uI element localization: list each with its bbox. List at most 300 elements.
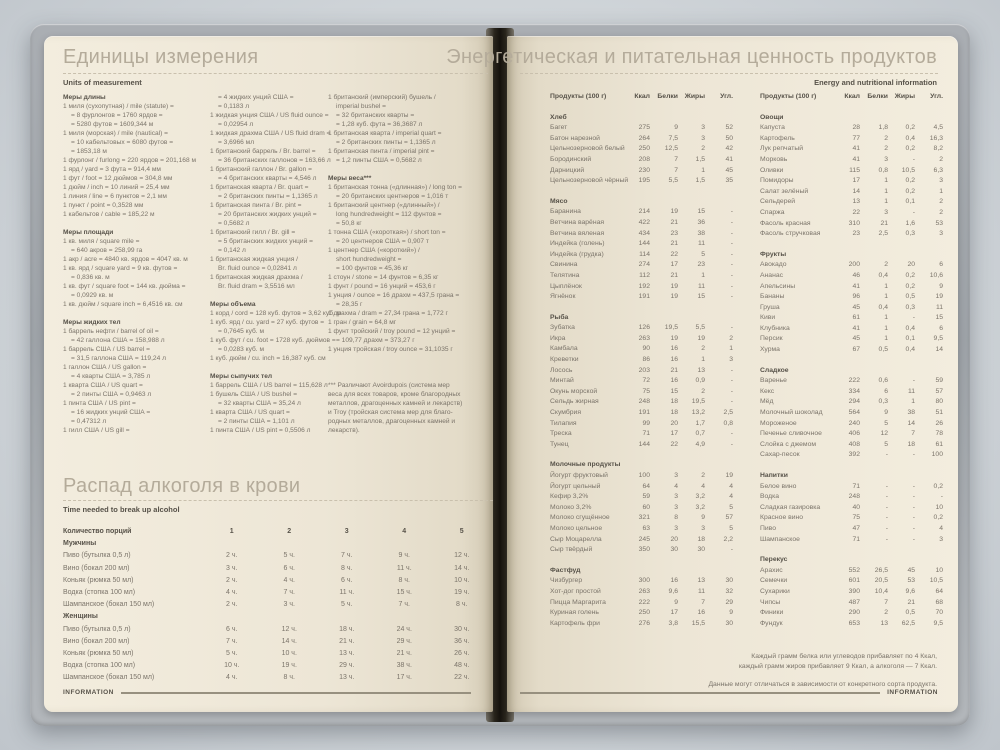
food-row (550, 344, 736, 355)
food-value: 222 (848, 377, 860, 385)
food-value: - (912, 314, 915, 322)
food-label: Оливки (760, 166, 784, 174)
food-value: - (730, 229, 733, 237)
food-value: 77 (852, 134, 860, 142)
unit-conversion-line: 1 куб. фут / cu. foot = 1728 куб. дюймов = (210, 337, 336, 344)
food-value: 2 (729, 334, 733, 342)
food-row (760, 123, 946, 134)
food-value: 60 (642, 503, 650, 511)
food-value: 45 (852, 335, 860, 343)
alcohol-row (63, 660, 493, 672)
unit-conversion-line: 1 ярд / yard = 3 фута = 914,4 мм (63, 166, 161, 173)
food-label: Бородинский (550, 155, 592, 163)
alcohol-drink-label: Шампанское (бокал 150 мл) (63, 674, 155, 682)
food-value: 36 (697, 218, 705, 226)
food-label: Клубника (760, 324, 790, 332)
alcohol-hours-value: 4 ч. (226, 589, 238, 597)
food-value: 200 (848, 261, 860, 269)
food-value: 71 (852, 535, 860, 543)
food-value: 203 (638, 366, 650, 374)
alcohol-table-body (63, 538, 493, 684)
alcohol-header-row (63, 526, 493, 538)
food-value: 9 (729, 609, 733, 617)
food-value: 3,2 (695, 503, 705, 511)
food-value: 1,5 (695, 177, 705, 185)
food-value: 41 (852, 155, 860, 163)
food-row (760, 440, 946, 451)
units-column-1 (63, 93, 215, 435)
unit-conversion-line: 1 кв. ярд / square yard = 9 кв. футов = (63, 265, 178, 272)
unit-conversion-line: Br. fluid ounce = 0,02841 л (218, 265, 297, 272)
food-value: 50 (725, 134, 733, 142)
food-row (760, 482, 946, 493)
food-value: 90 (642, 345, 650, 353)
food-value: 13,2 (691, 409, 705, 417)
food-value: 30 (697, 546, 705, 554)
food-value: - (912, 535, 915, 543)
units-subtitle: Units of measurement (63, 78, 142, 87)
food-value: 3 (674, 472, 678, 479)
food-value: 59 (642, 493, 650, 501)
food-value: 2 (701, 387, 705, 395)
food-label: Салат зелёный (760, 187, 809, 195)
food-value: 3 (701, 124, 705, 132)
alcohol-title: Распад алкоголя в крови (63, 475, 301, 497)
food-value: - (912, 208, 915, 216)
food-value: 0,5 (905, 293, 915, 301)
food-value: 1 (884, 293, 888, 301)
food-value: 0,2 (905, 177, 915, 185)
food-value: 41 (852, 282, 860, 290)
food-label: Спаржа (760, 208, 785, 216)
food-value: 21 (670, 240, 678, 248)
unit-conversion-line: = 3,6966 мл (218, 139, 255, 146)
alcohol-row (63, 599, 493, 611)
unit-conversion-line: 1 дюйм / inch = 10 линий = 25,4 мм (63, 184, 170, 191)
food-value: 10 (935, 503, 943, 511)
unit-conversion-line: = 4 жидких унций США = (218, 94, 294, 101)
food-value: 2 (701, 472, 705, 479)
alcohol-hours-value: 11 ч. (396, 564, 412, 572)
food-value: 19 (670, 208, 678, 216)
food-row (550, 134, 736, 145)
alcohol-hours-value: 13 ч. (339, 674, 355, 682)
food-value: 245 (638, 535, 650, 543)
units-section-heading: Меры жидких тел (63, 319, 121, 326)
food-row (760, 292, 946, 303)
food-value: 1 (911, 398, 915, 406)
food-value: 7 (674, 166, 678, 174)
food-row (760, 155, 946, 166)
unit-conversion-line: 1 фут / foot = 12 дюймов = 304,8 мм (63, 175, 173, 182)
food-row (550, 535, 736, 546)
food-value: 2 (884, 145, 888, 153)
food-label: Сухарики (760, 587, 790, 595)
food-value: 0,4 (905, 346, 915, 354)
alcohol-hours-value: 2 ч. (226, 601, 238, 609)
unit-conversion-line: Br. fluid dram = 3,5516 мл (218, 283, 295, 290)
food-row (760, 260, 946, 271)
food-value: - (730, 398, 733, 406)
unit-conversion-line: 1 британский галлон / Br. gallon = (210, 166, 312, 173)
food-col-header: Белки (657, 93, 678, 100)
food-section-name: Перекус (760, 556, 788, 564)
food-label: Капуста (760, 124, 785, 132)
food-row (550, 155, 736, 166)
alcohol-hours-value: 8 ч. (341, 564, 353, 572)
food-value: 19 (935, 293, 943, 301)
unit-conversion-line: 1 драхма / dram = 27,34 грана = 1,772 г (328, 310, 448, 317)
food-label: Семечки (760, 577, 788, 585)
food-value: 1 (939, 187, 943, 195)
food-value: 17 (670, 609, 678, 617)
food-label: Картофель (760, 134, 795, 142)
food-value: - (912, 524, 915, 532)
food-label: Кекс (760, 387, 775, 395)
food-value: - (885, 503, 888, 511)
food-value: 0,6 (878, 377, 888, 385)
food-value: - (912, 377, 915, 385)
alcohol-hours-value: 14 ч. (454, 564, 470, 572)
food-label: Скумбрия (550, 409, 582, 417)
unit-conversion-line: 1 баррель США / US barrel = 115,628 л (210, 382, 328, 389)
food-section (760, 250, 946, 356)
unit-conversion-line: 1 галлон США / US gallon = (63, 364, 147, 371)
food-label: Водка (760, 493, 780, 501)
food-label: Йогурт цельный (550, 482, 601, 490)
food-value: 9,5 (933, 335, 943, 343)
unit-conversion-line: = 20 центнеров США = 0,907 т (336, 238, 429, 245)
alcohol-drink-label: Коньяк (рюмка 50 мл) (63, 650, 134, 658)
unit-conversion-line: 1 британская жидкая унция / (210, 256, 298, 263)
food-value: 1,8 (878, 124, 888, 132)
food-value: 264 (638, 134, 650, 142)
nutrition-title: Энергетическая и питательная ценность продуктов (446, 46, 937, 68)
food-label: Апельсины (760, 282, 796, 290)
food-value: 35 (725, 177, 733, 185)
food-row (760, 176, 946, 187)
food-value: 263 (638, 587, 650, 595)
food-value: 1 (701, 271, 705, 279)
food-row (760, 134, 946, 145)
unit-conversion-line: 1 пинта США / US pint = (63, 400, 136, 407)
unit-conversion-line: = 28,35 г (336, 301, 363, 308)
food-value: 20 (907, 261, 915, 269)
food-value: 248 (848, 493, 860, 501)
unit-conversion-line: 1 кварта США / US quart = (210, 409, 290, 416)
food-value: 5,5 (668, 177, 678, 185)
food-value: 2,5 (878, 230, 888, 238)
food-value: - (730, 261, 733, 269)
food-value: 45 (725, 166, 733, 174)
food-label: Арахис (760, 566, 783, 574)
food-row (550, 408, 736, 419)
food-value: 300 (638, 577, 650, 585)
food-value: 248 (638, 398, 650, 406)
food-label: Ветчина вяленая (550, 229, 605, 237)
food-label: Чипсы (760, 598, 781, 606)
unit-conversion-line: = 0,836 кв. м (71, 274, 110, 281)
food-row (760, 598, 946, 609)
food-label: Сладкая газировка (760, 503, 821, 511)
food-value: 5 (701, 250, 705, 258)
unit-conversion-line: веса для всех товаров, кроме благородных (328, 391, 461, 398)
food-value: 11 (907, 387, 915, 395)
food-value: 21 (880, 219, 888, 227)
food-value: 19,5 (664, 324, 678, 332)
unit-conversion-line: 1 баррель США / US barrel = (63, 346, 150, 353)
food-value: 3 (939, 177, 943, 185)
unit-conversion-line: = 0,7645 куб. м (218, 328, 264, 335)
food-value: 1 (884, 282, 888, 290)
food-value: 12,5 (664, 145, 678, 153)
food-row (760, 208, 946, 219)
alcohol-hours-value: 7 ч. (341, 552, 353, 560)
food-value: 552 (848, 566, 860, 574)
food-label: Йогурт фруктовый (550, 472, 608, 479)
food-row (760, 166, 946, 177)
note-line: Данные могут отличаться в зависимости от конкретного сорта продукта. (708, 681, 937, 688)
alcohol-portion-count: 1 (229, 528, 234, 535)
food-value: 2 (939, 198, 943, 206)
food-value: 0,2 (933, 482, 943, 490)
food-label: Молоко 3,2% (550, 503, 592, 511)
food-label: Персик (760, 335, 783, 343)
info-footer-line (520, 692, 880, 694)
food-value: 3 (884, 155, 888, 163)
food-value: 3 (701, 524, 705, 532)
unit-conversion-line: 1 фунт / pound = 16 унций = 453,6 г (328, 283, 436, 290)
alcohol-hours-value: 3 ч. (226, 564, 238, 572)
food-label: Батон нарезной (550, 134, 600, 142)
food-row (760, 271, 946, 282)
food-row (550, 292, 736, 303)
food-value: 52 (725, 124, 733, 132)
food-value: 0,7 (695, 430, 705, 438)
food-value: 1 (884, 198, 888, 206)
alcohol-hours-value: 18 ч. (339, 625, 355, 633)
alcohol-hours-value: 30 ч. (454, 625, 470, 633)
unit-conversion-line: = 1,2 пинты США = 0,5682 л (336, 157, 422, 164)
food-value: 38 (697, 229, 705, 237)
food-value: 26,5 (874, 566, 888, 574)
food-value: 1 (884, 324, 888, 332)
unit-conversion-line: 1 корд / cord = 128 куб. футов = 3,62 куб. м (210, 310, 342, 317)
food-value: 7 (674, 155, 678, 163)
alcohol-hours-value: 6 ч. (341, 576, 353, 584)
food-products-header: Продукты (100 г) (550, 93, 607, 100)
food-value: 0,1 (905, 198, 915, 206)
food-value: 0,2 (905, 124, 915, 132)
food-row (550, 587, 736, 598)
food-value: 61 (935, 440, 943, 448)
info-footer-right (520, 689, 938, 696)
food-value: 62,5 (901, 619, 915, 627)
alcohol-hours-value: 3 ч. (283, 601, 295, 609)
food-value: 10,4 (874, 587, 888, 595)
food-value: - (885, 451, 888, 459)
food-value: 7 (884, 598, 888, 606)
unit-conversion-line: = 32 британских кварты = (336, 112, 415, 119)
food-value: 9 (674, 124, 678, 132)
units-title: Единицы измерения (63, 46, 259, 68)
food-value: 390 (848, 587, 860, 595)
food-row (550, 503, 736, 514)
food-value: 72 (642, 377, 650, 385)
food-row (550, 271, 736, 282)
unit-conversion-line: = 2 британских пинты = 1,1365 л (336, 139, 436, 146)
alcohol-hours-value: 8 ч. (283, 674, 295, 682)
food-value: 38 (907, 409, 915, 417)
food-value: 47 (852, 524, 860, 532)
food-label: Лосось (550, 366, 573, 374)
food-row (550, 440, 736, 451)
food-value: 100 (638, 472, 650, 479)
food-value: 0,9 (695, 377, 705, 385)
food-label: Красное вино (760, 514, 804, 522)
food-row (760, 492, 946, 503)
food-value: 71 (642, 430, 650, 438)
food-value: 67 (852, 346, 860, 354)
food-value: 23 (697, 261, 705, 269)
food-value: 70 (935, 609, 943, 617)
unit-conversion-line: = 42 галлона США = 158,988 л (71, 337, 165, 344)
unit-conversion-line: 1 кабельтов / cable = 185,22 м (63, 211, 155, 218)
food-row (550, 239, 736, 250)
food-value: 45 (852, 303, 860, 311)
food-row (550, 176, 736, 187)
units-section-heading: Меры объема (210, 301, 256, 308)
unit-conversion-line: = 0,142 л (218, 247, 246, 254)
alcohol-table (63, 526, 493, 685)
food-label: Финики (760, 609, 784, 617)
food-value: - (912, 493, 915, 501)
food-value: 30 (670, 546, 678, 554)
food-label: Мёд (760, 398, 774, 406)
food-value: 19 (697, 334, 705, 342)
food-section (550, 566, 736, 630)
food-value: 75 (852, 514, 860, 522)
food-value: 15 (697, 208, 705, 216)
alcohol-section (63, 474, 493, 685)
alcohol-row (63, 672, 493, 684)
food-value: - (885, 482, 888, 490)
unit-conversion-line: 1 стоун / stone = 14 фунтов = 6,35 кг (328, 274, 439, 281)
alcohol-group-name: Женщины (63, 613, 98, 621)
food-value: 250 (638, 609, 650, 617)
food-value: 11 (697, 240, 705, 248)
food-section-name: Хлеб (550, 113, 567, 121)
food-value: 16 (697, 609, 705, 617)
food-value: 4 (729, 493, 733, 501)
food-row (550, 123, 736, 134)
food-row (760, 387, 946, 398)
unit-conversion-line: 1 британская кварта / imperial quart = (328, 130, 442, 137)
food-value: 13 (880, 619, 888, 627)
food-value: - (730, 546, 733, 554)
unit-conversion-line: 1 фунт тройский / troy pound = 12 унций = (328, 328, 456, 335)
food-value: 10 (935, 566, 943, 574)
food-value: 15 (670, 387, 678, 395)
food-value: 653 (848, 619, 860, 627)
info-footer-line (121, 692, 471, 694)
alcohol-row (63, 648, 493, 660)
food-section-name: Молочные продукты (550, 461, 621, 469)
food-value: 11 (697, 282, 705, 290)
unit-conversion-line: 1 кв. миля / square mile = (63, 238, 140, 245)
alcohol-hours-value: 21 ч. (339, 637, 355, 645)
food-value: 16 (670, 356, 678, 364)
alcohol-drink-label: Коньяк (рюмка 50 мл) (63, 576, 134, 584)
food-value: 290 (848, 609, 860, 617)
food-row (760, 144, 946, 155)
food-value: 0,2 (905, 271, 915, 279)
food-value: 19 (670, 334, 678, 342)
food-value: 46 (852, 271, 860, 279)
food-value: 240 (848, 419, 860, 427)
food-row (760, 187, 946, 198)
alcohol-hours-value: 5 ч. (226, 650, 238, 658)
unit-conversion-line: 1 британская кварта / Br. quart = (210, 184, 309, 191)
food-value: 0,4 (905, 324, 915, 332)
units-block (63, 93, 215, 219)
food-row (550, 260, 736, 271)
food-label: Индейка (голень) (550, 240, 605, 248)
food-value: 9 (674, 598, 678, 606)
food-label: Пицца Маргарита (550, 598, 606, 606)
alcohol-hours-value: 11 ч. (339, 589, 355, 597)
unit-conversion-line: и Troy (тройская система мер для благо- (328, 409, 453, 416)
food-label: Зубатка (550, 324, 575, 332)
units-block (63, 318, 215, 435)
food-value: - (730, 387, 733, 395)
unit-conversion-line: = 16 жидких унций США = (71, 409, 151, 416)
unit-conversion-line: = 31,5 галлона США = 119,24 л (71, 355, 166, 362)
food-row (760, 576, 946, 587)
food-value: 0,4 (905, 134, 915, 142)
food-value: 1 (701, 356, 705, 364)
food-value: 4,5 (933, 124, 943, 132)
food-value: 7,5 (668, 134, 678, 142)
food-value: 3,8 (668, 619, 678, 627)
food-row (760, 282, 946, 293)
food-row (550, 608, 736, 619)
food-label: Бананы (760, 293, 785, 301)
food-value: 45 (907, 566, 915, 574)
food-value: 0,2 (933, 514, 943, 522)
food-value: - (912, 503, 915, 511)
food-value: 28 (852, 124, 860, 132)
food-table-left (550, 92, 736, 629)
food-value: 14 (907, 419, 915, 427)
unit-conversion-line: 1 гран / grain = 64,8 мг (328, 319, 397, 326)
unit-conversion-line: 1 куб. дюйм / cu. inch = 16,387 куб. см (210, 355, 326, 362)
food-section-name: Мясо (550, 197, 568, 205)
alcohol-hours-value: 7 ч. (226, 637, 238, 645)
unit-conversion-line: = 0,1183 л (218, 103, 250, 110)
food-row (760, 524, 946, 535)
alcohol-row (63, 550, 493, 562)
food-value: 17 (670, 261, 678, 269)
food-label: Креветки (550, 356, 579, 364)
unit-conversion-line: лекарств). (328, 427, 360, 434)
food-value: 564 (848, 409, 860, 417)
food-value: - (730, 324, 733, 332)
food-label: Багет (550, 124, 568, 132)
food-label: Шампанское (760, 535, 800, 543)
food-value: 13 (697, 577, 705, 585)
food-row (550, 419, 736, 430)
